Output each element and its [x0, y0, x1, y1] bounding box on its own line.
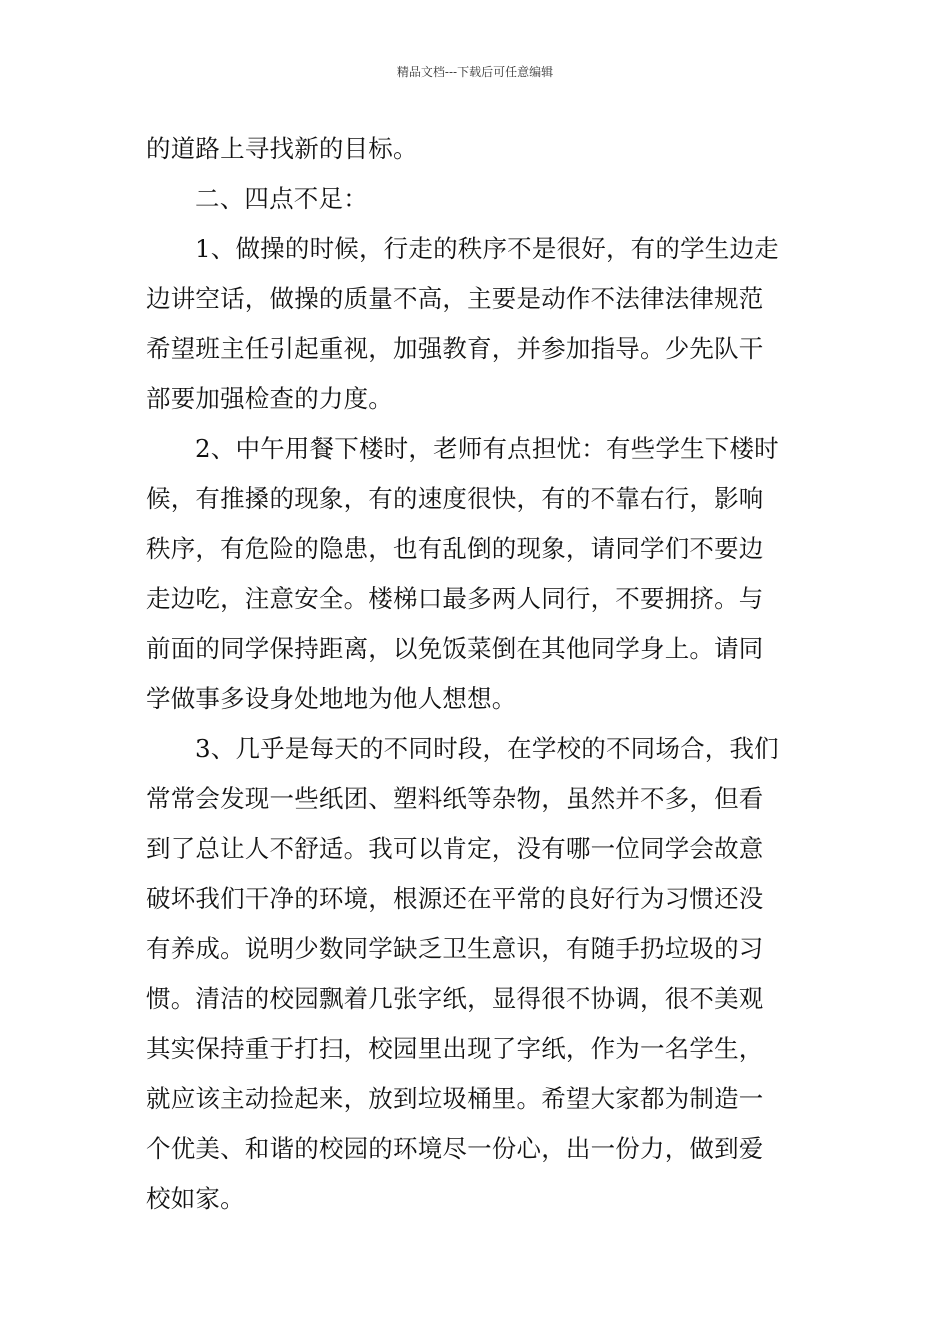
text-line: 3、几乎是每天的不同时段，在学校的不同场合，我们: [195, 734, 779, 763]
text-line: 其实保持重于打扫，校园里出现了字纸，作为一名学生，: [146, 1034, 764, 1063]
text-line: 学做事多设身处地地为他人想想。: [146, 684, 517, 713]
text-line: 走边吃，注意安全。楼梯口最多两人同行，不要拥挤。与: [146, 584, 764, 613]
page-header: 精品文档---下载后可任意编辑: [396, 65, 554, 79]
text-line: 校如家。: [146, 1184, 245, 1213]
text-line: 1、做操的时候，行走的秩序不是很好，有的学生边走: [195, 234, 779, 263]
document-body: [146, 124, 808, 1224]
text-line: 部要加强检查的力度。: [146, 384, 393, 413]
text-line: 的道路上寻找新的目标。: [146, 134, 418, 163]
text-line: 就应该主动捡起来，放到垃圾桶里。希望大家都为制造一: [146, 1084, 764, 1113]
text-line: 候，有推搡的现象，有的速度很快，有的不靠右行，影响: [146, 484, 764, 513]
text-line: 秩序，有危险的隐患，也有乱倒的现象，请同学们不要边: [146, 534, 764, 563]
text-line: 到了总让人不舒适。我可以肯定，没有哪一位同学会故意: [146, 834, 764, 863]
text-line: 前面的同学保持距离，以免饭菜倒在其他同学身上。请同: [146, 634, 764, 663]
text-line: 常常会发现一些纸团、塑料纸等杂物，虽然并不多，但看: [146, 784, 764, 813]
text-line: 有养成。说明少数同学缺乏卫生意识，有随手扔垃圾的习: [146, 934, 764, 963]
text-line: 破坏我们干净的环境，根源还在平常的良好行为习惯还没: [146, 884, 764, 913]
section-heading: 二、四点不足：: [195, 184, 368, 213]
text-line: 2、中午用餐下楼时，老师有点担忧：有些学生下楼时: [195, 434, 779, 463]
text-line: 边讲空话，做操的质量不高，主要是动作不法律法律规范: [146, 284, 764, 313]
text-line: 惯。清洁的校园飘着几张字纸，显得很不协调，很不美观: [146, 984, 764, 1013]
text-line: 个优美、和谐的校园的环境尽一份心，出一份力，做到爱: [146, 1134, 764, 1163]
text-line: 希望班主任引起重视，加强教育，并参加指导。少先队干: [146, 334, 764, 363]
